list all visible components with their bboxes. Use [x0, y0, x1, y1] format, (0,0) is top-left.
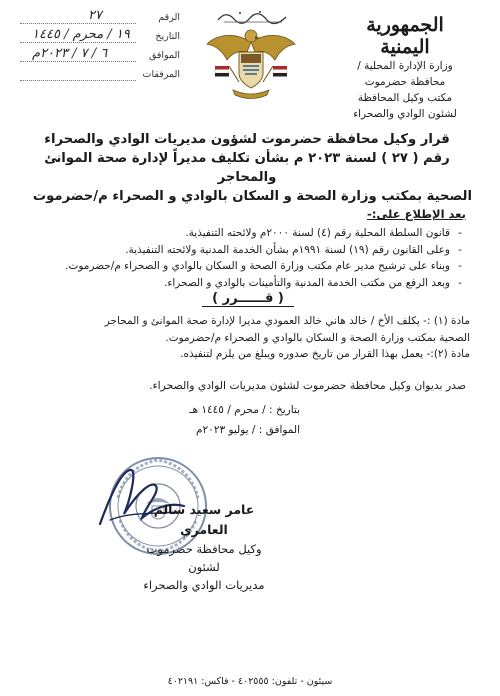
gregorian-date-row	[189, 424, 300, 444]
gregorian-date-value: : / يوليو ٢٠٢٣م	[196, 424, 263, 436]
signer-role-line-1: وكيل محافظة حضرموت لشئون	[146, 542, 262, 574]
reference-date-label: التاريخ	[155, 31, 180, 42]
reference-item: - وبعد الرفع من مكتب الخدمة المدنية والتأمينات بالوادي و الصحراء.	[40, 275, 464, 292]
title-line-3: الصحية بمكتب وزارة الصحة و السكان بالوادي و الصحراء م/حضرموت	[32, 189, 472, 204]
after-review-heading: بعد الإطلاع على:-	[367, 207, 466, 221]
reference-number-value: ٢٧	[88, 8, 102, 23]
reference-gregorian-label: الموافق	[148, 50, 180, 61]
signer-block	[134, 500, 274, 594]
hijri-date-row	[189, 404, 300, 424]
country-name: الجمهورية اليمنية	[366, 14, 444, 58]
reference-gregorian-value: ٦ / ٧ / ٢٠٢٣م	[32, 46, 108, 61]
gregorian-date-label: الموافق	[265, 424, 300, 436]
references-list	[40, 225, 464, 291]
issued-statement: صدر بديوان وكيل محافظة حضرموت لشئون مديريات الوادي والصحراء.	[149, 379, 466, 392]
decision-heading	[200, 291, 296, 307]
reference-gregorian-row	[18, 46, 180, 65]
article-1-continued: الصحية بمكتب وزارة الصحة و السكان بالوادي و الصحراء م/حضرموت.	[165, 331, 470, 344]
reference-attachments-row	[18, 65, 180, 84]
article-2: مادة (٢):- يعمل بهذا القرار من تاريخ صدوره ويبلغ من يلزم لتنفيذه.	[180, 348, 470, 360]
contact-footer: سيئون - تلفون: ٤٠٢٥٥٥ - فاكس: ٤٠٢١٩١	[167, 676, 333, 687]
reference-item: - وبناء على ترشيح مدير عام مكتب وزارة الصحة و السكان بالوادي و الصحراء م/حضرموت.	[40, 258, 464, 275]
reference-attachments-label: المرفقات	[142, 69, 180, 80]
affairs-line: لشئون الوادي والصحراء	[353, 108, 457, 120]
office-line: مكتب وكيل المحافظة	[357, 92, 453, 104]
reference-number-label: الرقم	[158, 12, 180, 23]
republic-emblem	[205, 22, 297, 104]
reference-item: - وعلى القانون رقم (١٩) لسنة ١٩٩١م بشأن الخدمة المدنية ولائحته التنفيذية.	[40, 242, 464, 259]
hijri-date-label: بتاريخ	[275, 404, 300, 416]
decision-heading-text: ( قــــــرر )	[212, 291, 284, 306]
signer-role-line-2: مديريات الوادي والصحراء	[143, 578, 265, 592]
reference-block	[18, 8, 180, 84]
letterhead-right	[340, 14, 470, 122]
reference-date-row	[18, 27, 180, 46]
article-1: مادة (١) :- يكلف الأخ / خالد هاني خالد العمودي مديرا لإدارة صحة الموانئ و المحاجر	[104, 315, 470, 327]
title-line-2: رقم ( ٢٧ ) لسنة ٢٠٢٣ م بشأن تكليف مديراً لإدارة صحة الموانئ والمحاجر	[44, 151, 450, 185]
reference-number-row	[18, 8, 180, 27]
reference-item: - قانون السلطة المحلية رقم (٤) لسنة ٢٠٠٠م ولائحته التنفيذية.	[40, 225, 464, 242]
articles-block	[40, 313, 470, 363]
issue-dates	[189, 404, 300, 444]
hijri-date-value: : / محرم / ١٤٤٥ هـ	[189, 404, 273, 416]
decree-title	[22, 130, 472, 206]
signer-name: عامر سعيد سالم العامري	[153, 502, 255, 537]
title-line-1: قرار وكيل محافظة حضرموت لشؤون مديريات الوادي والصحراء	[44, 132, 450, 147]
reference-date-value: ١٩ / محرم / ١٤٤٥	[32, 27, 130, 42]
ministry-line: وزارة الإدارة المحلية / محافظة حضرموت	[357, 60, 453, 88]
